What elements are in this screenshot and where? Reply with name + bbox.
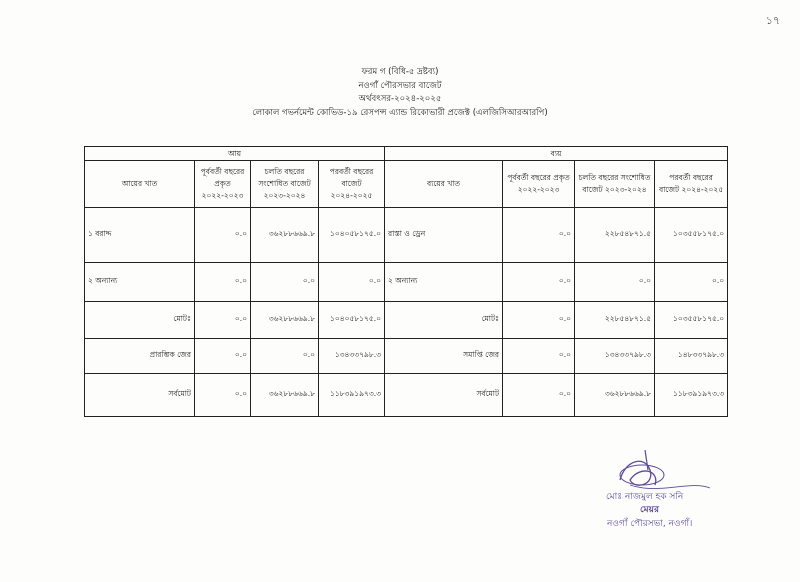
table-cell: ০.০ [195,302,251,339]
table-cell: ১১৮৩৯১৯৭৩.৩ [319,374,385,417]
column-header: পরবর্তী বছরের বাজেট ২০২৪-২০২৫ [655,161,728,208]
table-cell: ৩৬২৮৮৬৬৯.৮ [251,374,319,417]
table-cell: ০.০ [251,339,319,374]
table-cell: ৩৬২৮৮৬৬৯.৮ [575,374,655,417]
expense-head: ২ অন্যান্য [385,263,503,302]
table-cell: ১৩৪৩৩৭৯৮.৩ [575,339,655,374]
column-header: পূর্ববর্তী বছরের প্রকৃত ২০২২-২০২৩ [195,161,251,208]
income-grand-total-label: সর্বমোট [85,374,195,417]
expense-section-title: ব্যয় [385,147,728,161]
signatory-org: নওগাঁ পৌরসভা, নওগাঁ। [607,519,693,529]
expense-head: রাস্তা ও ড্রেন [385,208,503,263]
income-total-label: মোটঃ [85,302,195,339]
page-number: ১৭ [765,14,780,27]
table-cell: ১০৩৫৫৮১৭৫.০ [655,208,728,263]
table-cell: ০.০ [575,263,655,302]
table-cell: ১১৮৩৯১৯৭৩.৩ [655,374,728,417]
table-cell: ১০৪০৫৮১৭৫.০ [319,208,385,263]
grand-total-row [85,374,728,417]
table-cell: ১০৪০৫৮১৭৫.০ [319,302,385,339]
municipality-title: নওগাঁ পৌরসভার বাজেট [358,80,442,91]
project-title: লোকাল গভর্নমেন্ট কোভিড-১৯ রেসপন্স এ্যান্ড রিকোভারী প্রজেক্ট (এলজিসিআরআরপি) [252,107,548,118]
table-cell: ০.০ [503,374,575,417]
table-cell: ১৩৪৩৩৭৯৮.৩ [319,339,385,374]
budget-table [84,146,728,417]
table-cell: ২২৮৫৪৮৭১.৫ [575,302,655,339]
table-cell: ০.০ [503,339,575,374]
table-row [85,263,728,302]
table-cell: ০.০ [503,263,575,302]
column-header: পরবর্তী বছরের বাজেট ২০২৪-২০২৫ [319,161,385,208]
table-cell: ৩৬২৮৮৬৬৯.৮ [251,208,319,263]
income-section-title: আয় [85,147,385,161]
document-header [0,66,800,120]
table-cell: ০.০ [251,263,319,302]
column-header: চলতি বছরের সংশোধিত বাজেট ২০২৩-২০২৪ [251,161,319,208]
fiscal-year: অর্থবৎসর-২০২৪-২০২৫ [358,94,442,104]
table-cell: ০.০ [195,208,251,263]
column-header: ব্যয়ের খাত [385,161,503,208]
table-cell: ০.০ [195,374,251,417]
table-cell: ০.০ [655,263,728,302]
column-header: চলতি বছরের সংশোধিত বাজেট ২০২৩-২০২৪ [575,161,655,208]
form-title: ফরম গ (বিধি-৫ দ্রষ্টব্য) [361,67,439,77]
closing-balance-label: সমাপ্তি জের [385,339,503,374]
signatory-title: মেয়র [640,505,659,515]
expense-grand-total-label: সর্বমোট [385,374,503,417]
income-head: ১ বরাদ্দ [85,208,195,263]
table-cell: ০.০ [195,263,251,302]
table-cell: ১৪৮৩৩৭৯৮.৩ [655,339,728,374]
table-cell: ০.০ [195,339,251,374]
balance-row [85,339,728,374]
total-row [85,302,728,339]
table-cell: ২২৮৫৪৮৭১.৫ [575,208,655,263]
column-header: আয়ের খাত [85,161,195,208]
section-header-row [85,147,728,161]
table-cell: ০.০ [319,263,385,302]
opening-balance-label: প্রারম্ভিক জের [85,339,195,374]
table-cell: ১০৩৫৫৮১৭৫.০ [655,302,728,339]
column-header: পূর্ববর্তী বছরের প্রকৃত ২০২২-২০২৩ [503,161,575,208]
signatory-name: মোঃ নাজমুল হক সনি [606,492,684,502]
table-row [85,208,728,263]
column-header-row [85,161,728,208]
income-head: ২ অন্যান্য [85,263,195,302]
table-cell: ৩৬২৮৮৬৬৯.৮ [251,302,319,339]
table-cell: ০.০ [503,302,575,339]
table-cell: ০.০ [503,208,575,263]
expense-total-label: মোটঃ [385,302,503,339]
